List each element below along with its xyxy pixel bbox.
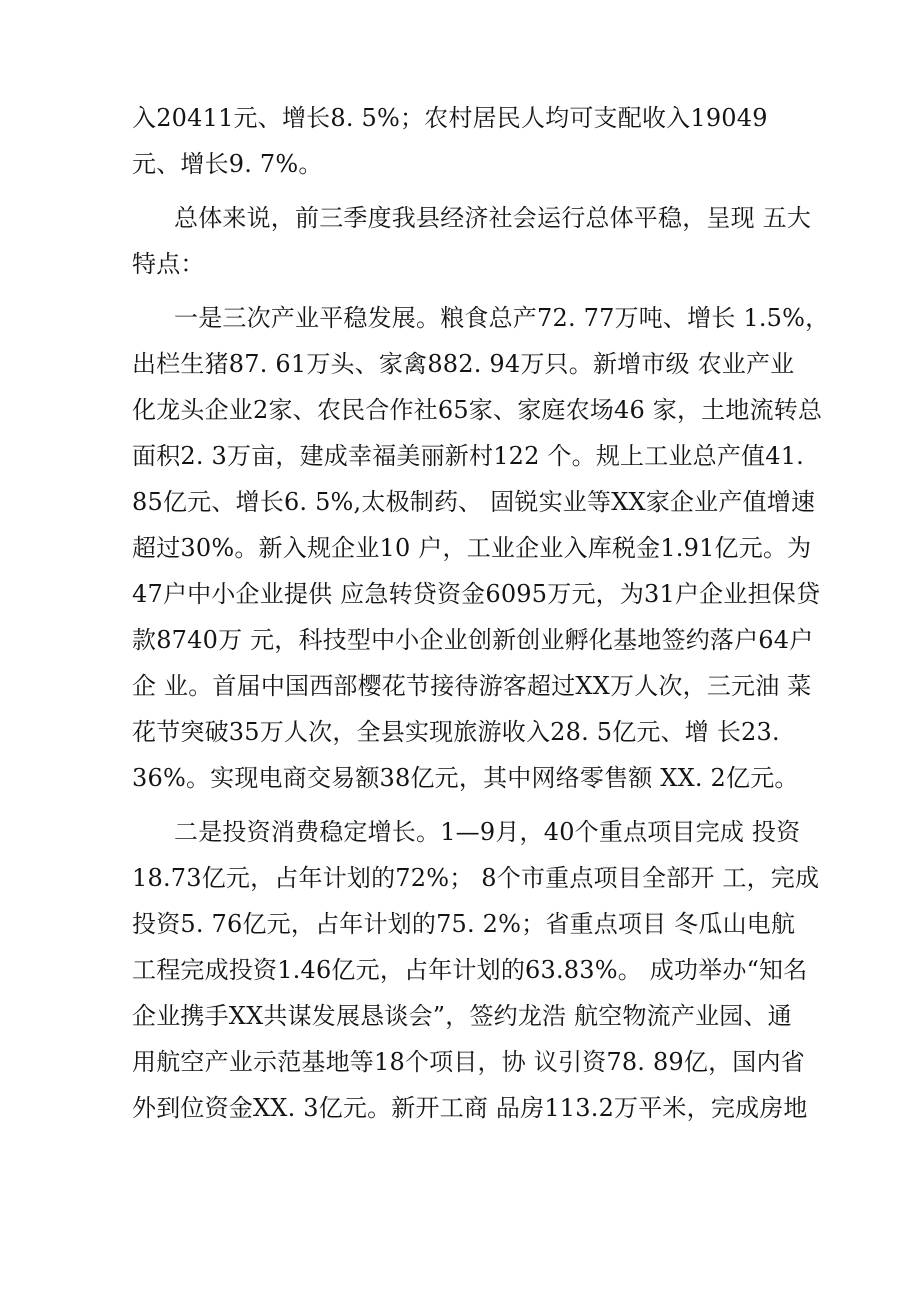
- body-text: [132, 95, 830, 1131]
- text-line: 用航空产业示范基地等18个项目，协 议引资78. 89亿，国内省: [132, 1048, 805, 1076]
- text-line: 款8740万 元，科技型中小企业创新创业孵化基地签约落户64户: [132, 626, 814, 654]
- text-line: 特点：: [132, 250, 205, 278]
- text-line: 出栏生猪87. 61万头、家禽882. 94万只。新增市级 农业产业: [132, 350, 795, 378]
- text-line: 花节突破35万人次，全县实现旅游收入28. 5亿元、增 长23.: [132, 718, 780, 746]
- text-line: 企 业。首届中国西部樱花节接待游客超过XX万人次，三元油 菜: [132, 672, 812, 700]
- text-line: 85亿元、增长6. 5%,太极制药、 固锐实业等XX家企业产值增速: [132, 488, 816, 516]
- text-line: 面积2. 3万亩，建成幸福美丽新村122 个。规上工业总产值41.: [132, 442, 805, 470]
- text-line: 36%。实现电商交易额38亿元，其中网络零售额 XX. 2亿元。: [132, 764, 799, 792]
- text-line: 工程完成投资1.46亿元，占年计划的63.83%。 成功举办“知名: [132, 956, 808, 984]
- text-line: 超过30%。新入规企业10 户，工业企业入库税金1.91亿元。为: [132, 534, 812, 562]
- text-line: 化龙头企业2家、农民合作社65家、家庭农场46 家，土地流转总: [132, 396, 823, 424]
- paragraph-start-line: 二是投资消费稳定增长。1—9月，40个重点项目完成 投资: [174, 818, 801, 846]
- paragraph-start-line: 一是三次产业平稳发展。粮食总产72. 77万吨、增长 1.5%，: [174, 304, 830, 332]
- text-line: 企业携手XX共谋发展恳谈会”，签约龙浩 航空物流产业园、通: [132, 1002, 792, 1030]
- paragraph-start-line: 总体来说，前三季度我县经济社会运行总体平稳，呈现 五大: [174, 204, 812, 232]
- text-line: 元、增长9. 7%。: [132, 150, 323, 178]
- text-line: 外到位资金XX. 3亿元。新开工商 品房113.2万平米，完成房地: [132, 1094, 808, 1122]
- text-line: 入20411元、增长8. 5%；农村居民人均可支配收入19049: [132, 104, 768, 132]
- text-line: 18.73亿元，占年计划的72%； 8个市重点项目全部开 工，完成: [132, 864, 820, 892]
- text-line: 投资5. 76亿元，占年计划的75. 2%；省重点项目 冬瓜山电航: [132, 910, 796, 938]
- text-line: 47户中小企业提供 应急转贷资金6095万元，为31户企业担保贷: [132, 580, 821, 608]
